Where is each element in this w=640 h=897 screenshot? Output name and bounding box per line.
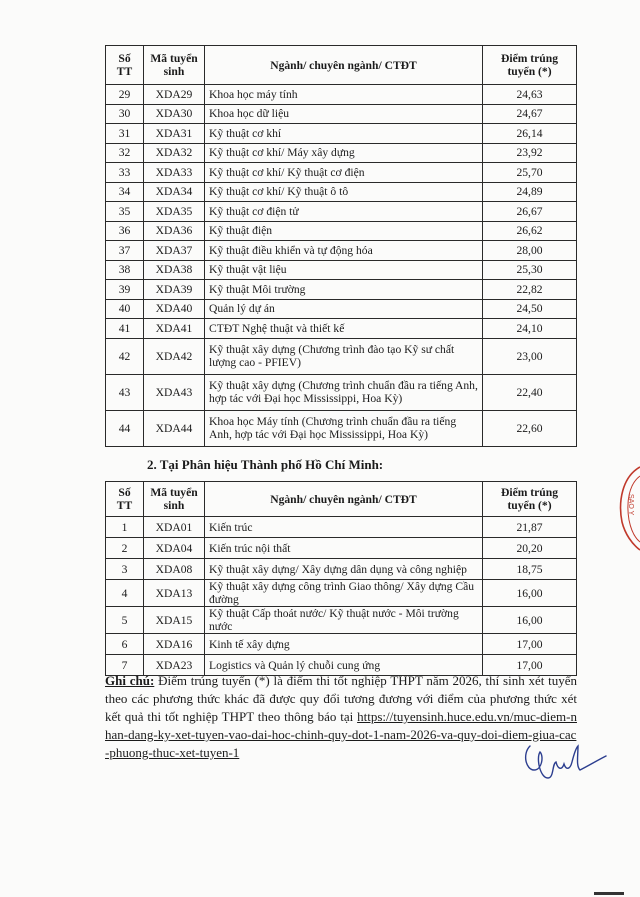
cell-ma-tuyen-sinh: XDA35 [144,202,205,222]
cell-stt: 5 [106,607,144,634]
cell-ma-tuyen-sinh: XDA37 [144,241,205,261]
cell-nganh: Kiến trúc nội thất [205,538,483,559]
cell-stt: 41 [106,319,144,339]
header-diem: Điểm trúng tuyển (*) [483,482,577,517]
cell-diem: 17,00 [483,655,577,676]
cell-nganh: Khoa học dữ liệu [205,104,483,124]
cell-ma-tuyen-sinh: XDA33 [144,163,205,183]
cell-diem: 24,63 [483,85,577,105]
cell-stt: 2 [106,538,144,559]
cell-diem: 26,14 [483,124,577,144]
admission-table-main [105,45,577,447]
cell-ma-tuyen-sinh: XDA42 [144,338,205,374]
header-ma-tuyen-sinh: Mã tuyển sinh [144,46,205,85]
cell-diem: 20,20 [483,538,577,559]
cell-nganh: Kỹ thuật cơ khí [205,124,483,144]
cell-stt: 29 [106,85,144,105]
cell-ma-tuyen-sinh: XDA43 [144,374,205,410]
cell-stt: 6 [106,634,144,655]
table-row [106,163,577,183]
table-row [106,260,577,280]
cell-diem: 25,70 [483,163,577,183]
cell-stt: 40 [106,299,144,319]
table-row [106,580,577,607]
table-header-row [106,482,577,517]
cell-ma-tuyen-sinh: XDA36 [144,221,205,241]
cell-ma-tuyen-sinh: XDA13 [144,580,205,607]
cell-nganh: Kỹ thuật Môi trường [205,280,483,300]
table-row [106,374,577,410]
cell-ma-tuyen-sinh: XDA41 [144,319,205,339]
footnote-text: Điểm trúng tuyển (*) là điểm thi tốt nghiệp THPT năm 2026, thí sinh xét tuyển theo các phương thức khác đã được quy đổi tương đương với điểm của phương thức xét kết quả thi tốt nghiệp THPT theo thông báo tại [105,673,578,724]
table-row [106,85,577,105]
footnote-label: Ghi chú: [105,673,155,688]
cell-ma-tuyen-sinh: XDA38 [144,260,205,280]
cell-stt: 3 [106,559,144,580]
cell-stt: 42 [106,338,144,374]
cell-diem: 24,89 [483,182,577,202]
cell-stt: 33 [106,163,144,183]
header-stt: Số TT [106,46,144,85]
cell-nganh: Quản lý dự án [205,299,483,319]
table-row [106,182,577,202]
cell-nganh: Kỹ thuật điện [205,221,483,241]
cell-nganh: Kỹ thuật xây dựng/ Xây dựng dân dụng và công nghiệp [205,559,483,580]
table-row [106,221,577,241]
cell-diem: 23,92 [483,143,577,163]
table-row [106,410,577,446]
cell-ma-tuyen-sinh: XDA39 [144,280,205,300]
cell-ma-tuyen-sinh: XDA30 [144,104,205,124]
cell-stt: 44 [106,410,144,446]
cell-diem: 21,87 [483,517,577,538]
header-nganh: Ngành/ chuyên ngành/ CTĐT [205,482,483,517]
header-ma-tuyen-sinh: Mã tuyển sinh [144,482,205,517]
cell-stt: 38 [106,260,144,280]
cell-diem: 24,10 [483,319,577,339]
cell-stt: 39 [106,280,144,300]
cell-stt: 7 [106,655,144,676]
cell-nganh: Logistics và Quản lý chuỗi cung ứng [205,655,483,676]
table-row [106,538,577,559]
cell-stt: 30 [106,104,144,124]
cell-nganh: Kỹ thuật xây dựng (Chương trình đào tạo Kỹ sư chất lượng cao - PFIEV) [205,338,483,374]
cell-ma-tuyen-sinh: XDA23 [144,655,205,676]
cell-nganh: Kiến trúc [205,517,483,538]
cell-diem: 16,00 [483,607,577,634]
signature-icon [518,734,608,784]
cell-nganh: CTĐT Nghệ thuật và thiết kế [205,319,483,339]
page-edge-mark [594,892,624,895]
table-header-row [106,46,577,85]
header-nganh: Ngành/ chuyên ngành/ CTĐT [205,46,483,85]
cell-stt: 4 [106,580,144,607]
cell-ma-tuyen-sinh: XDA31 [144,124,205,144]
admission-table-hcmc [105,481,577,676]
table-row [106,104,577,124]
cell-nganh: Kinh tế xây dựng [205,634,483,655]
cell-diem: 23,00 [483,338,577,374]
cell-nganh: Kỹ thuật cơ điện tử [205,202,483,222]
cell-diem: 18,75 [483,559,577,580]
cell-ma-tuyen-sinh: XDA32 [144,143,205,163]
cell-ma-tuyen-sinh: XDA15 [144,607,205,634]
cell-stt: 1 [106,517,144,538]
table-row [106,559,577,580]
table-row [106,338,577,374]
table-row [106,280,577,300]
cell-ma-tuyen-sinh: XDA34 [144,182,205,202]
cell-diem: 25,30 [483,260,577,280]
cell-nganh: Kỹ thuật vật liệu [205,260,483,280]
cell-ma-tuyen-sinh: XDA08 [144,559,205,580]
cell-stt: 37 [106,241,144,261]
table-row [106,319,577,339]
cell-stt: 31 [106,124,144,144]
table-row [106,143,577,163]
cell-diem: 24,50 [483,299,577,319]
table-row [106,517,577,538]
cell-nganh: Kỹ thuật xây dựng công trình Giao thông/ Xây dựng Cầu đường [205,580,483,607]
cell-ma-tuyen-sinh: XDA40 [144,299,205,319]
cell-ma-tuyen-sinh: XDA29 [144,85,205,105]
stamp-text: SAO Y [627,494,634,516]
cell-diem: 17,00 [483,634,577,655]
cell-nganh: Kỹ thuật điều khiển và tự động hóa [205,241,483,261]
cell-ma-tuyen-sinh: XDA01 [144,517,205,538]
cell-ma-tuyen-sinh: XDA44 [144,410,205,446]
table-row [106,241,577,261]
cell-diem: 28,00 [483,241,577,261]
cell-diem: 22,82 [483,280,577,300]
red-stamp-icon [612,462,640,552]
cell-stt: 43 [106,374,144,410]
cell-nganh: Kỹ thuật cơ khí/ Kỹ thuật cơ điện [205,163,483,183]
cell-nganh: Khoa học Máy tính (Chương trình chuẩn đầu ra tiếng Anh, hợp tác với Đại học Mississippi, Hoa Kỳ) [205,410,483,446]
cell-nganh: Khoa học máy tính [205,85,483,105]
header-diem: Điểm trúng tuyển (*) [483,46,577,85]
table-row [106,124,577,144]
section-heading-hcmc: 2. Tại Phân hiệu Thành phố Hồ Chí Minh: [147,457,384,472]
cell-nganh: Kỹ thuật cơ khí/ Máy xây dựng [205,143,483,163]
cell-nganh: Kỹ thuật Cấp thoát nước/ Kỹ thuật nước - Môi trường nước [205,607,483,634]
footnote [105,672,577,762]
cell-stt: 34 [106,182,144,202]
cell-diem: 26,62 [483,221,577,241]
cell-diem: 16,00 [483,580,577,607]
cell-nganh: Kỹ thuật xây dựng (Chương trình chuẩn đầu ra tiếng Anh, hợp tác với Đại học Mississippi, Hoa Kỳ) [205,374,483,410]
table-row [106,299,577,319]
cell-diem: 24,67 [483,104,577,124]
header-stt: Số TT [106,482,144,517]
cell-diem: 22,60 [483,410,577,446]
cell-ma-tuyen-sinh: XDA16 [144,634,205,655]
cell-ma-tuyen-sinh: XDA04 [144,538,205,559]
cell-stt: 35 [106,202,144,222]
cell-stt: 36 [106,221,144,241]
cell-nganh: Kỹ thuật cơ khí/ Kỹ thuật ô tô [205,182,483,202]
cell-diem: 22,40 [483,374,577,410]
table-row [106,202,577,222]
table-row [106,634,577,655]
cell-stt: 32 [106,143,144,163]
table-row [106,607,577,634]
footnote-link[interactable]: https://tuyensinh.huce.edu.vn/muc-diem-nhan-dang-ky-xet-tuyen-vao-dai-hoc-chinh-quy-dot-1-nam-2026-va-quy-doi-diem-giua-cac-phuong-thuc-xet-tuyen-1 [105,709,577,760]
cell-diem: 26,67 [483,202,577,222]
